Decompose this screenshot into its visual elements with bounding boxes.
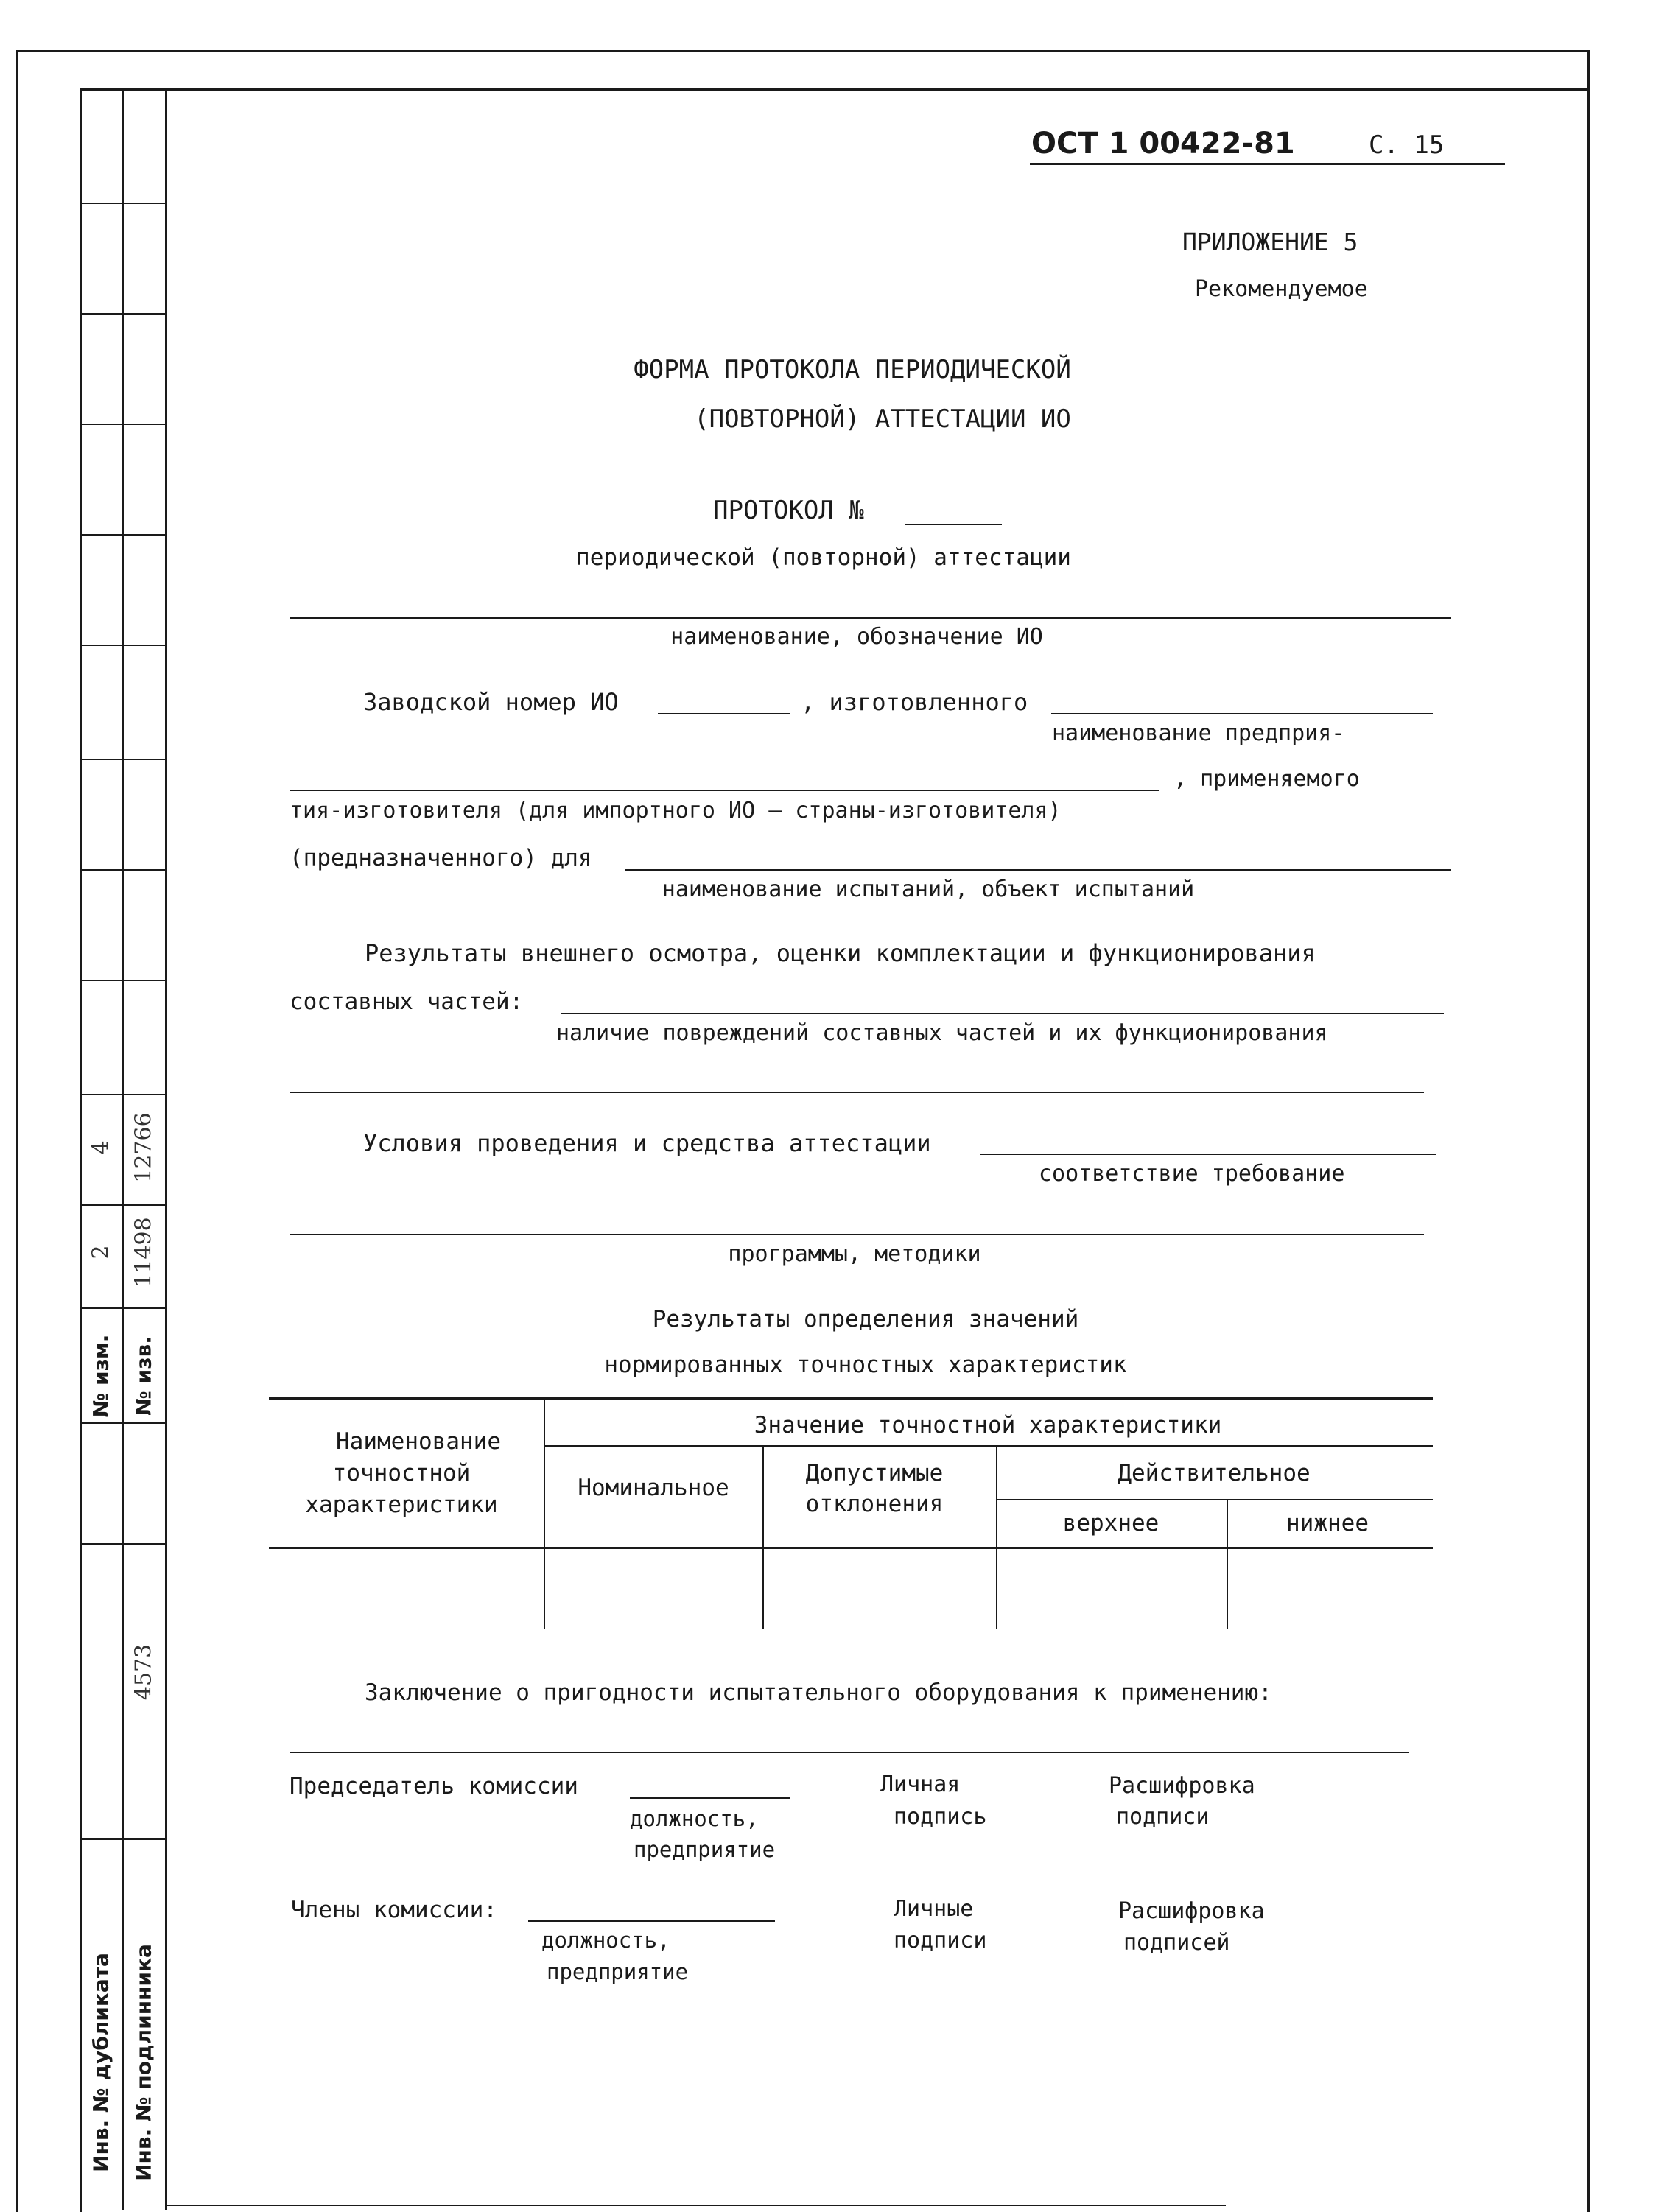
header-underline	[1030, 163, 1505, 165]
table-col-line	[544, 1397, 545, 1629]
original-inventory-value: 4573	[130, 1643, 157, 1701]
group-value-header: Значение точностной характеристики	[754, 1412, 1222, 1439]
program-caption: программы, методики	[728, 1241, 981, 1267]
conclusion-text: Заключение о пригодности испытательного оборудования к применению:	[365, 1679, 1272, 1706]
col-name-header-2: точностной	[332, 1460, 471, 1486]
manufacturer-caption-2: тия-изготовителя (для импортного ИО – страны-изготовителя)	[290, 798, 1062, 824]
stamp-line	[80, 869, 165, 871]
chairman-decode-1: Расшифровка	[1109, 1773, 1255, 1799]
stamp-line	[80, 534, 165, 536]
stamp-line	[80, 1838, 165, 1840]
chairman-caption-1: должность,	[630, 1806, 759, 1831]
original-inventory-label: Инв. № подлинника	[131, 1944, 156, 2181]
manufactured-label: , изготовленного	[801, 688, 1028, 716]
group-actual-header: Действительное	[1118, 1460, 1311, 1486]
members-sign-2: подписи	[894, 1928, 987, 1953]
table-col-line	[996, 1445, 997, 1629]
members-field[interactable]	[528, 1920, 775, 1922]
intended-field[interactable]	[625, 869, 1451, 871]
change-value-1: 2	[88, 1245, 114, 1260]
chairman-caption-2: предприятие	[634, 1837, 776, 1862]
inspection-text-1: Результаты внешнего осмотра, оценки комплектации и функционирования	[365, 939, 1316, 967]
results-title-2: нормированных точностных характеристик	[604, 1352, 1127, 1378]
page-bottom-line	[165, 2205, 1226, 2206]
stamp-line	[80, 645, 165, 646]
chairman-field[interactable]	[630, 1797, 790, 1799]
results-title-1: Результаты определения значений	[652, 1306, 1079, 1333]
appendix-status: Рекомендуемое	[1195, 276, 1368, 302]
stamp-line	[80, 1543, 165, 1545]
stamp-line	[80, 424, 165, 425]
damage-caption: наличие повреждений составных частей и их функционирования	[556, 1020, 1328, 1046]
intended-label: (предназначенного) для	[290, 845, 592, 871]
col-tolerance-header-1: Допустимые	[805, 1460, 944, 1486]
conformity-caption: соответствие требование	[1039, 1161, 1345, 1187]
notice-value-1: 11498	[130, 1217, 157, 1288]
form-title-line2: (ПОВТОРНОЙ) АТТЕСТАЦИИ ИО	[694, 404, 1071, 434]
members-caption-2: предприятие	[547, 1959, 689, 1984]
duplicate-inventory-label: Инв. № дубликата	[88, 1953, 113, 2172]
inspection-text-2: составных частей:	[290, 989, 524, 1015]
conditions-label: Условия проведения и средства аттестации	[363, 1129, 931, 1157]
col-name-header-3: характеристики	[305, 1492, 498, 1518]
stamp-line	[80, 1307, 165, 1309]
col-upper-header: верхнее	[1062, 1510, 1159, 1537]
manufacturer-caption-1: наименование предприя-	[1052, 720, 1345, 746]
manufacturer-field-2[interactable]	[290, 790, 1159, 791]
inspection-field[interactable]	[561, 1013, 1444, 1014]
table-header-bottom	[269, 1547, 1433, 1549]
chairman-sign-2: подпись	[894, 1804, 987, 1830]
table-line	[996, 1499, 1433, 1500]
table-line	[544, 1445, 1433, 1447]
protocol-subtitle: периодической (повторной) аттестации	[576, 544, 1071, 571]
chairman-label: Председатель комиссии	[290, 1773, 578, 1800]
stamp-line	[80, 980, 165, 981]
col-lower-header: нижнее	[1286, 1510, 1369, 1537]
protocol-number-field[interactable]	[905, 524, 1002, 525]
page-number: С. 15	[1369, 130, 1445, 160]
table-col-line	[1227, 1499, 1228, 1629]
col-name-header-1: Наименование	[336, 1428, 501, 1455]
form-title-line1: ФОРМА ПРОТОКОЛА ПЕРИОДИЧЕСКОЙ	[634, 355, 1071, 385]
col-tolerance-header-2: отклонения	[805, 1491, 944, 1517]
notice-value-2: 12766	[130, 1112, 157, 1183]
chairman-decode-2: подписи	[1116, 1804, 1210, 1830]
chairman-sign-1: Личная	[880, 1772, 961, 1797]
manufacturer-field[interactable]	[1051, 713, 1433, 714]
tests-caption: наименование испытаний, объект испытаний	[662, 877, 1195, 902]
stamp-divider	[122, 88, 124, 2210]
serial-label: Заводской номер ИО	[363, 688, 619, 716]
stamp-line	[80, 1094, 165, 1095]
members-decode-2: подписей	[1123, 1930, 1230, 1956]
io-name-field[interactable]	[290, 617, 1451, 619]
applied-label: , применяемого	[1173, 766, 1360, 792]
stamp-line	[80, 313, 165, 315]
stamp-line	[80, 203, 165, 204]
inspection-field-2[interactable]	[290, 1092, 1424, 1093]
serial-field[interactable]	[658, 713, 790, 714]
notice-no-label: № изв.	[131, 1336, 156, 1416]
io-name-caption: наименование, обозначение ИО	[670, 624, 1043, 650]
protocol-title: ПРОТОКОЛ №	[713, 496, 864, 525]
standard-number: ОСТ 1 00422-81	[1031, 127, 1295, 161]
col-nominal-header: Номинальное	[578, 1475, 729, 1501]
members-decode-1: Расшифровка	[1118, 1898, 1265, 1924]
stamp-line	[80, 1204, 165, 1206]
stamp-line	[80, 1422, 165, 1424]
conclusion-field[interactable]	[290, 1752, 1409, 1753]
members-label: Члены комиссии:	[291, 1897, 497, 1923]
conditions-field[interactable]	[980, 1154, 1436, 1155]
change-value-2: 4	[88, 1140, 114, 1155]
table-col-line	[762, 1445, 764, 1629]
members-caption-1: должность,	[541, 1928, 670, 1953]
change-no-label: № изм.	[88, 1334, 113, 1418]
content-frame-top	[80, 88, 1588, 91]
stamp-line	[80, 759, 165, 760]
content-frame-left	[165, 88, 167, 2210]
conditions-field-2[interactable]	[290, 1234, 1424, 1235]
members-sign-1: Личные	[894, 1896, 974, 1922]
appendix-title: ПРИЛОЖЕНИЕ 5	[1182, 228, 1358, 256]
table-top-line	[269, 1397, 1433, 1400]
